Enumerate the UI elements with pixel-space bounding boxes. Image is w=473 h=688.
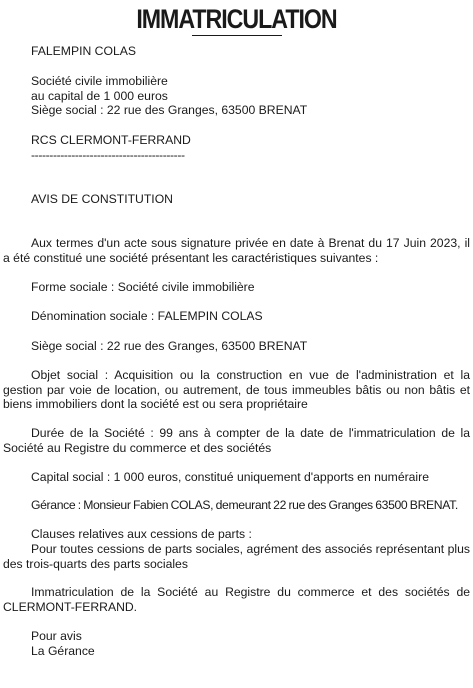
clauses-heading: Clauses relatives aux cessions de parts : (31, 527, 252, 541)
objet-social: Objet social : Acquisition ou la construction en vue de l'administration et la gestion par voie de location, ou autrement, de tous immeubles bâtis ou non bâtis et biens immobiliers dont la société est ou sera propriétaire (3, 368, 470, 412)
notice-heading: AVIS DE CONSTITUTION (31, 192, 173, 206)
capital-social: Capital social : 1 000 euros, constitué uniquement d'apports en numéraire (31, 470, 429, 484)
company-name: FALEMPIN COLAS (31, 44, 136, 58)
closing-block (3, 629, 470, 658)
denomination-sociale: Dénomination sociale : FALEMPIN COLAS (31, 309, 263, 323)
notice-title: IMMATRICULATION (136, 4, 337, 34)
company-details (3, 74, 470, 118)
rcs-line: RCS CLERMONT-FERRAND (31, 133, 191, 147)
company-type: Société civile immobilière (31, 74, 168, 88)
duree-societe: Durée de la Société : 99 ans à compter de la date de l'immatriculation de la Société au Registre du commerce et des sociétés (3, 426, 470, 455)
company-capital: au capital de 1 000 euros (31, 88, 168, 103)
title-underline (192, 35, 282, 36)
siege-social: Siège social : 22 rue des Granges, 63500 BRENAT (31, 339, 308, 353)
pour-avis: Pour avis (31, 629, 82, 643)
separator-line: ------------------------------------------ (31, 147, 185, 162)
intro-paragraph: Aux termes d'un acte sous signature privée en date à Brenat du 17 Juin 2023, il a été constitué une société présentant les caractéristiques suivantes : (3, 236, 470, 265)
company-siege: Siège social : 22 rue des Granges, 63500 BRENAT (31, 103, 308, 118)
gerance: Gérance : Monsieur Fabien COLAS, demeurant 22 rue des Granges 63500 BRENAT. (31, 498, 458, 512)
company-header (3, 44, 470, 59)
immatriculation-paragraph: Immatriculation de la Société au Registre du commerce et des sociétés de CLERMONT-FERRAND. (3, 585, 470, 614)
clauses-text: Pour toutes cessions de parts sociales, agrément des associés représentant plus des trois-quarts des parts sociales (3, 542, 470, 571)
company-registry (3, 133, 470, 162)
forme-sociale: Forme sociale : Société civile immobilière (31, 280, 255, 294)
signature: La Gérance (31, 643, 95, 658)
